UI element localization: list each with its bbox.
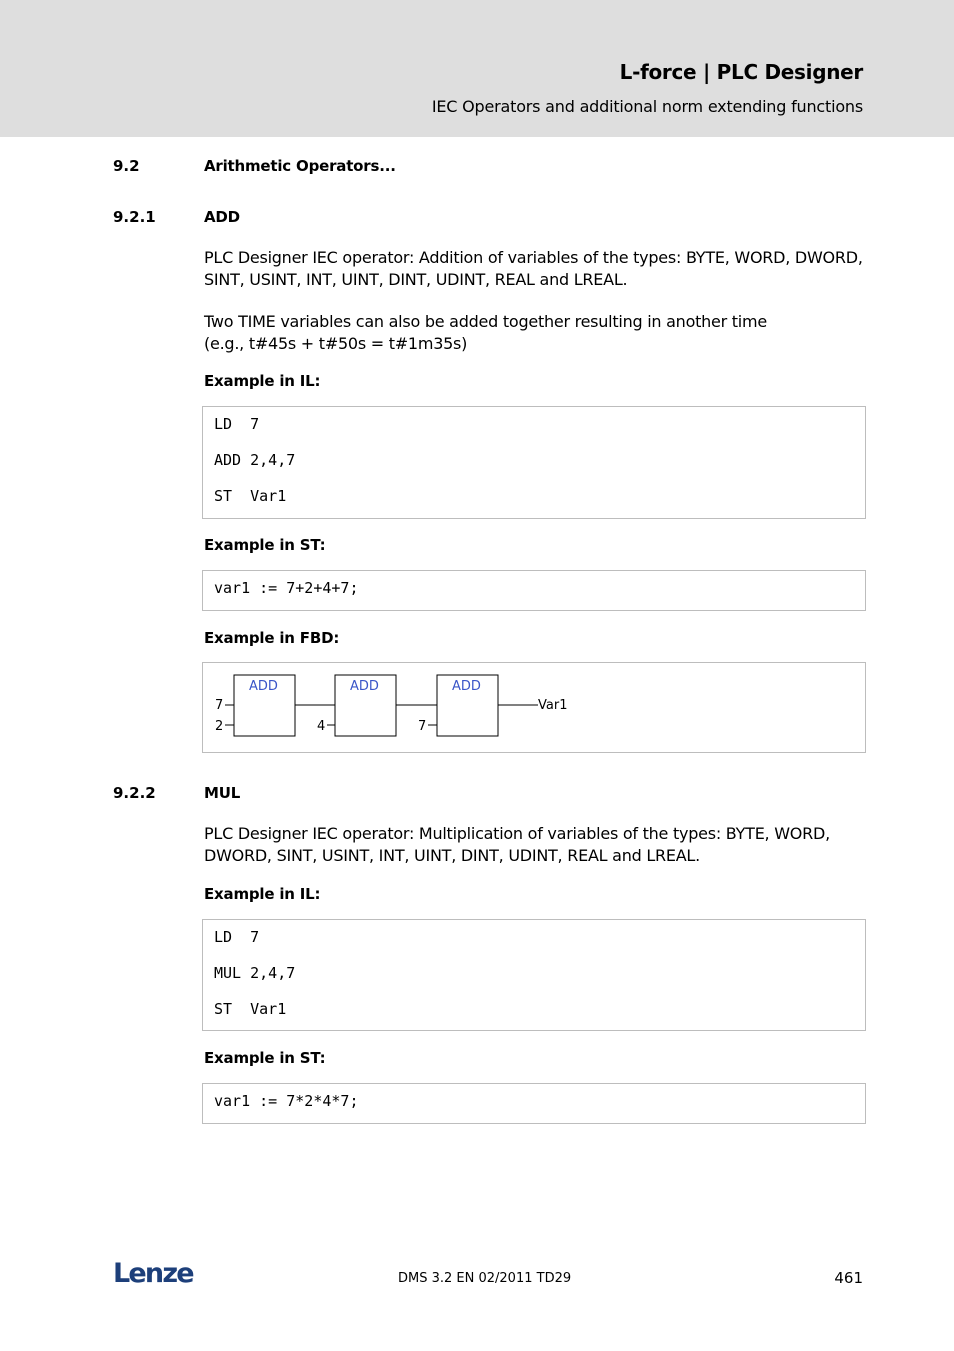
fbd-output-label: Var1 (538, 698, 568, 713)
fbd-input-label: 2 (215, 719, 224, 734)
fbd-input-label: 4 (317, 719, 326, 734)
code-line: var1 := 7*2*4*7; (214, 1092, 359, 1110)
add-description-text: PLC Designer IEC operator: Addition of variables of the types: BYTE, WORD, DWORD, SINT, USINT, INT, UINT, DINT, UDINT, REAL and LREAL. (204, 248, 863, 289)
code-line: LD 7 (214, 415, 260, 433)
add-il-label: Example in IL: (204, 372, 321, 390)
mul-st-label: Example in ST: (204, 1049, 326, 1067)
code-line: ST Var1 (214, 1000, 287, 1018)
add-section-number: 9.2.1 (113, 208, 156, 226)
code-line: ST Var1 (214, 487, 287, 505)
footer-document-id: DMS 3.2 EN 02/2011 TD29 (398, 1271, 572, 1286)
add-section-title: ADD (204, 208, 240, 226)
add-st-label: Example in ST: (204, 536, 326, 554)
fbd-input-label: 7 (418, 719, 427, 734)
mul-st-code-box (202, 1083, 866, 1124)
fbd-block-label: ADD (452, 679, 481, 694)
add-time-note-line1: Two TIME variables can also be added together resulting in another time (204, 312, 767, 331)
section-title: Arithmetic Operators... (204, 157, 396, 175)
code-line: ADD 2,4,7 (214, 451, 296, 469)
mul-il-code-box (202, 919, 866, 1031)
lenze-logo: Lenze (113, 1258, 193, 1289)
mul-il-label: Example in IL: (204, 885, 321, 903)
fbd-diagram (203, 663, 865, 752)
mul-section-number: 9.2.2 (113, 784, 156, 802)
code-line: MUL 2,4,7 (214, 964, 296, 982)
header-subtitle: IEC Operators and additional norm extending functions (431, 97, 863, 116)
code-line: var1 := 7+2+4+7; (214, 579, 359, 597)
add-st-code-box (202, 570, 866, 611)
add-fbd-label: Example in FBD: (204, 629, 340, 647)
section-number: 9.2 (113, 157, 140, 175)
header-title: L-force | PLC Designer (619, 60, 863, 84)
page-number: 461 (834, 1269, 863, 1287)
fbd-block-label: ADD (249, 679, 278, 694)
add-fbd-box (202, 662, 866, 753)
code-line: LD 7 (214, 928, 260, 946)
mul-description (204, 823, 864, 867)
fbd-block-label: ADD (350, 679, 379, 694)
mul-section-title: MUL (204, 784, 241, 802)
mul-description-text: PLC Designer IEC operator: Multiplication of variables of the types: BYTE, WORD, DWORD, SINT, USINT, INT, UINT, DINT, UDINT, REAL and LREAL. (204, 824, 830, 865)
fbd-input-label: 7 (215, 698, 224, 713)
add-il-code-box (202, 406, 866, 519)
add-time-note (204, 311, 864, 355)
add-description (204, 247, 864, 291)
add-time-note-line2: (e.g., t#45s + t#50s = t#1m35s) (204, 334, 468, 353)
